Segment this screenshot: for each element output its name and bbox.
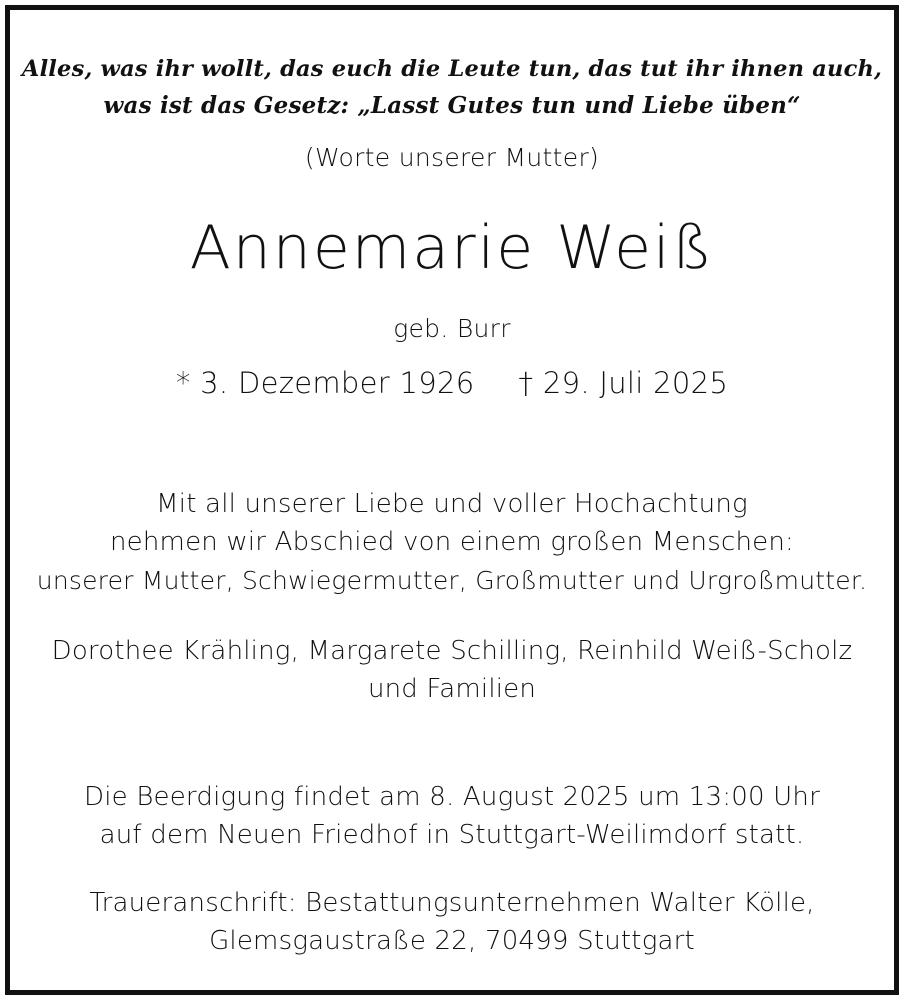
motto-line-2: was ist das Gesetz: „Lasst Gutes tun und Liebe üben“ xyxy=(103,92,801,119)
funeral-line-1: Die Beerdigung findet am 8. August 2025 um 13:00 Uhr xyxy=(84,782,820,812)
birth-name: geb. Burr xyxy=(393,314,511,343)
birth-date: * 3. Dezember 1926 xyxy=(175,366,475,400)
farewell-line-2: nehmen wir Abschied von einem großen Menschen: xyxy=(110,527,794,557)
mourners-line-1: Dorothee Krähling, Margarete Schilling, Reinhild Weiß-Scholz xyxy=(51,636,853,666)
motto-attribution: (Worte unserer Mutter) xyxy=(304,143,600,172)
deceased-name: Annemarie Weiß xyxy=(189,213,715,283)
life-dates xyxy=(10,366,894,400)
funeral-line-2: auf dem Neuen Friedhof in Stuttgart-Weilimdorf statt. xyxy=(99,820,805,850)
mourners-line-2: und Familien xyxy=(367,674,537,704)
farewell-line-1: Mit all unserer Liebe und voller Hochachtung xyxy=(156,489,748,519)
address-line-2: Glemsgaustraße 22, 70499 Stuttgart xyxy=(209,926,695,956)
farewell-line-3: unserer Mutter, Schwiegermutter, Großmutter und Urgroßmutter. xyxy=(36,566,868,595)
address-line-1: Traueranschrift: Bestattungsunternehmen Walter Kölle, xyxy=(89,888,815,918)
motto-line-1: Alles, was ihr wollt, das euch die Leute tun, das tut ihr ihnen auch, xyxy=(21,56,883,82)
death-date: † 29. Juli 2025 xyxy=(518,366,729,400)
